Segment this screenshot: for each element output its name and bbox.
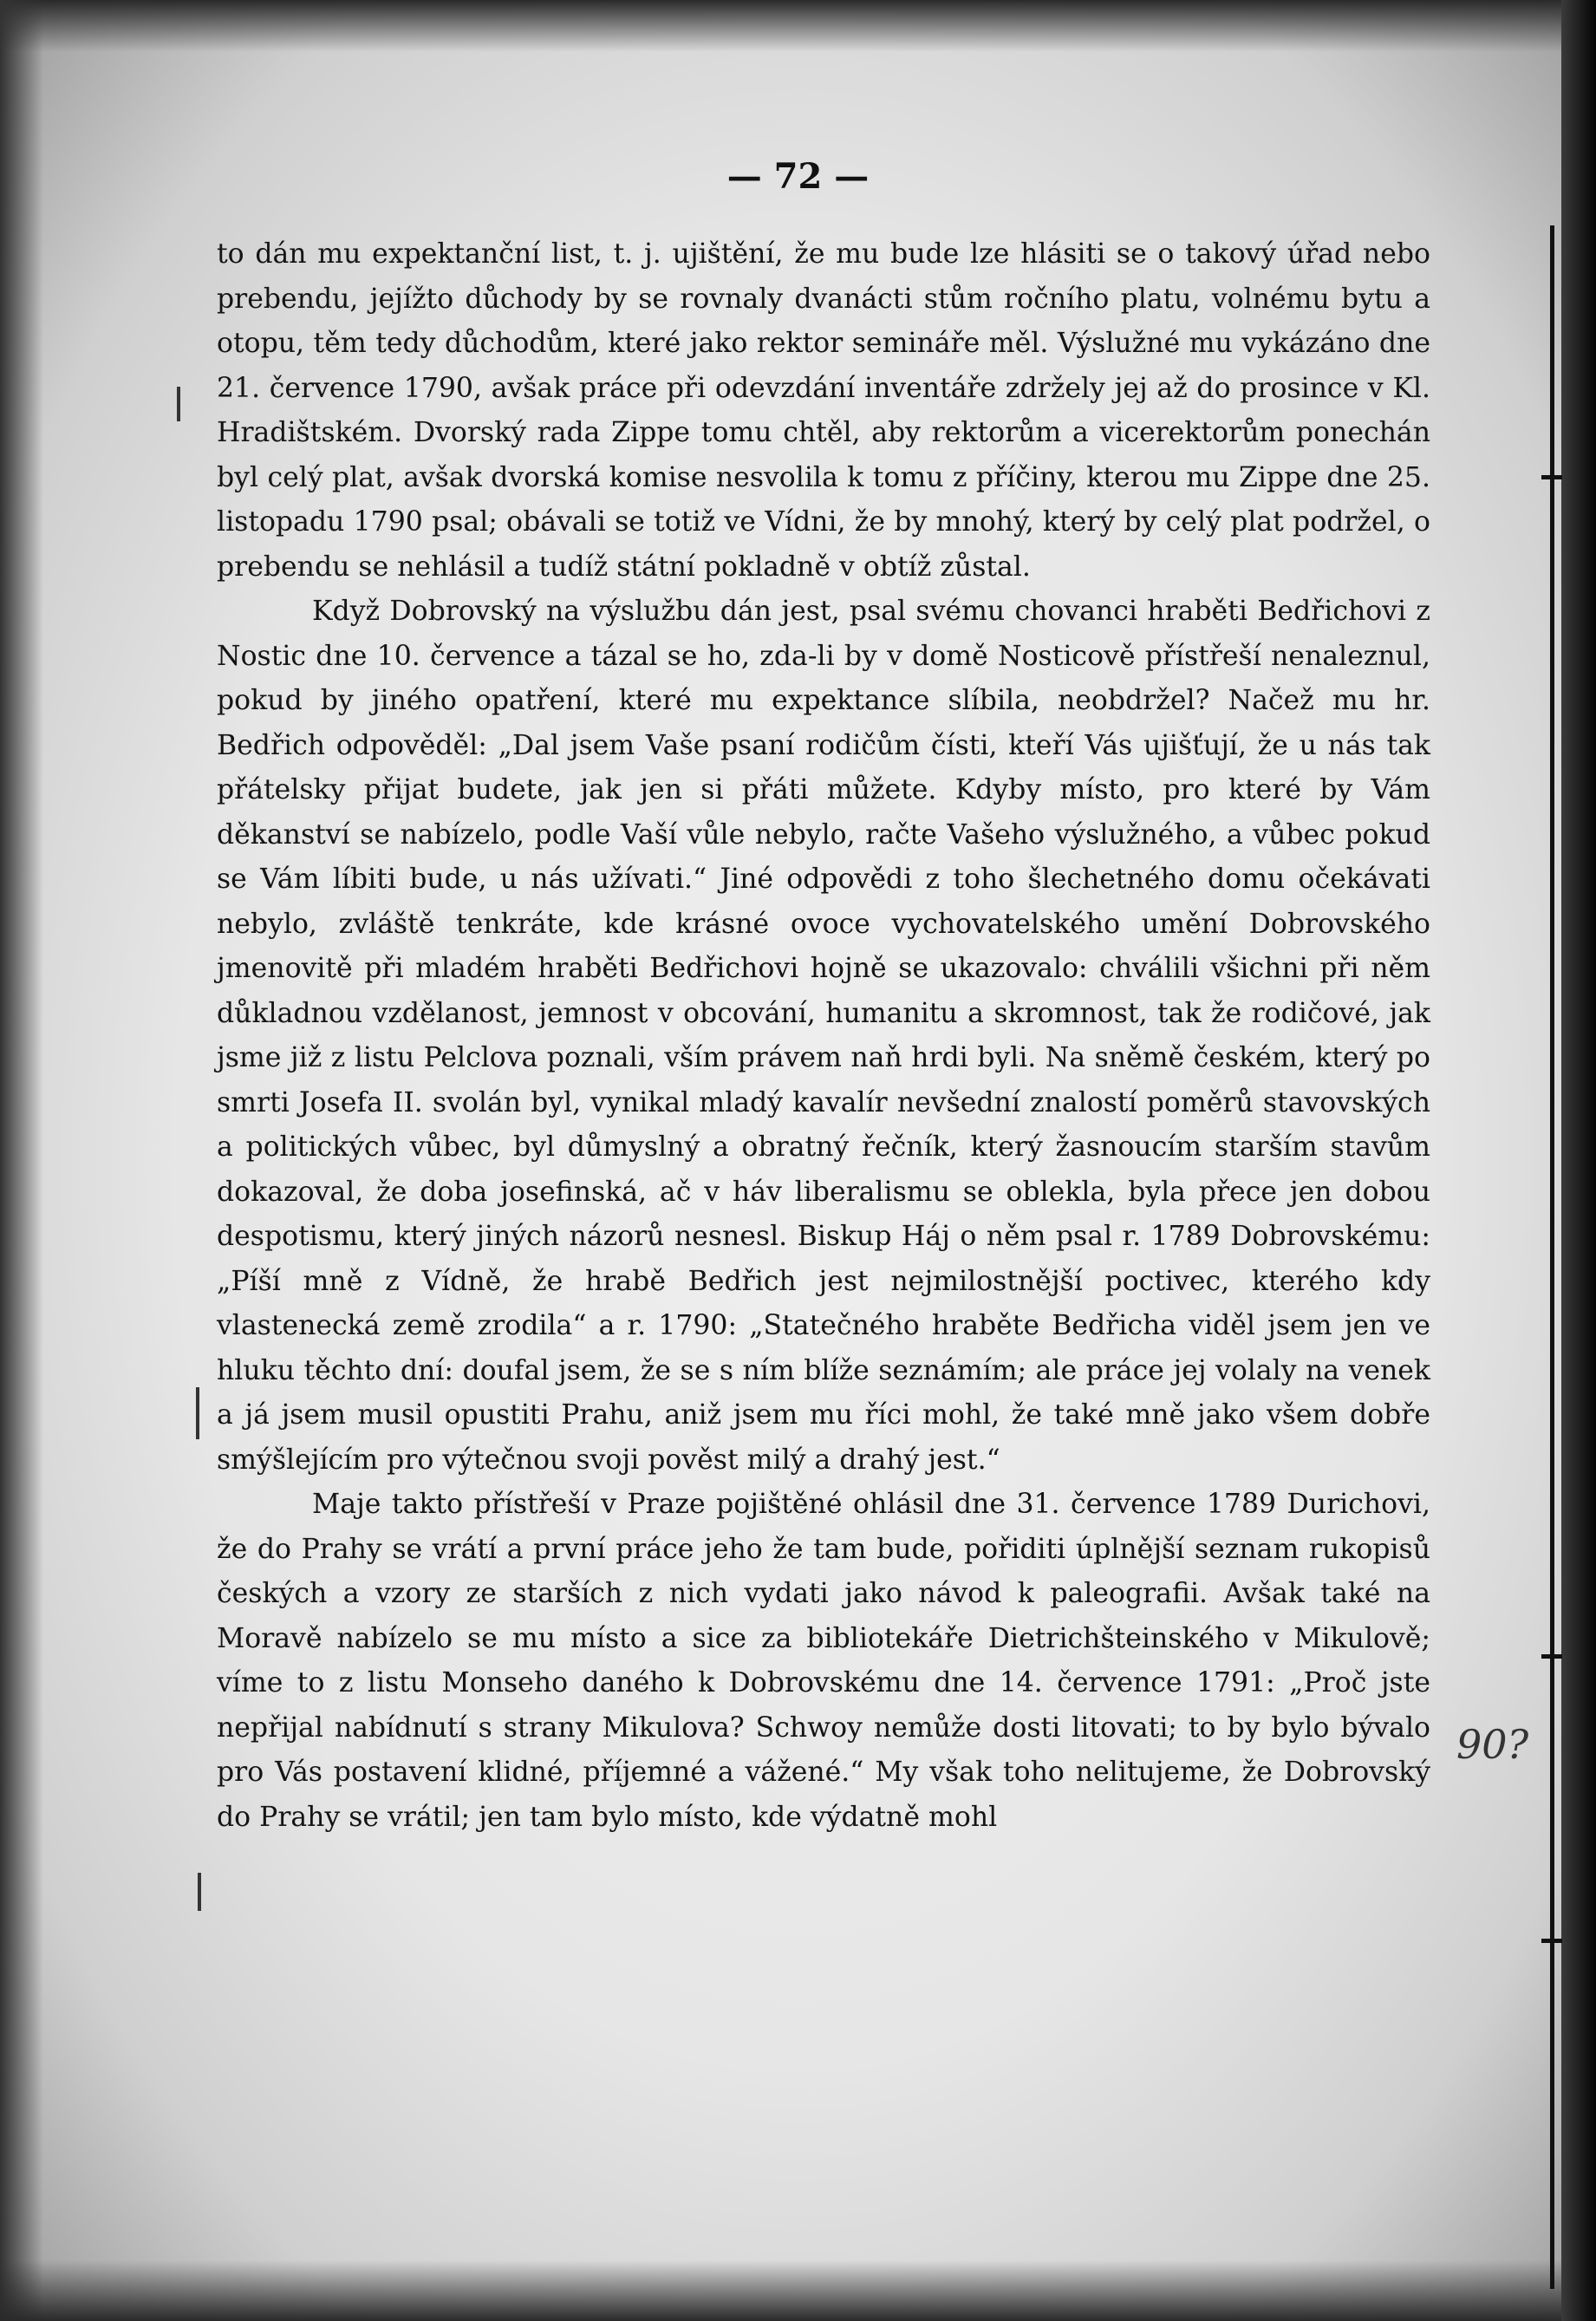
margin-mark bbox=[196, 1387, 199, 1439]
paragraph: Maje takto přístřeší v Praze pojištěné ohlásil dne 31. července 1789 Durichovi, že do Prahy se vrátí a první práce jeho že tam bude, pořiditi úplnější seznam rukopisů českých a vzory ze starších z nich vydati jako návod k paleografii. Avšak také na Moravě nabízelo se mu místo a sice za bibliotekáře Dietrichšteinského v Mikulově; víme to z listu Monseho daného k Dobrovskému dne 14. července 1791: „Proč jste nepřijal nabídnutí s strany Mikulova? Schwoy nemůže dosti litovati; to by bylo bývalo pro Vás postavení klidné, příjemné a vážené.“ My však toho nelitujeme, že Dobrovský do Prahy se vrátil; jen tam bylo místo, kde výdatně mohl bbox=[217, 1489, 1430, 1833]
page-number: — 72 — bbox=[726, 156, 870, 197]
scan-shadow-left bbox=[0, 0, 43, 2321]
paragraph: Když Dobrovský na výslužbu dán jest, psal svému chovanci hraběti Bedřichovi z Nostic dne 10. července a tázal se ho, zda-li by v domě Nosticově přístřeší nenaleznul, pokud by jiného opatření, které mu expektance slíbila, neobdržel? Načež mu hr. Bedřich odpověděl: „Dal jsem Vaše psaní rodičům čísti, kteří Vás ujišťují, že u nás tak přátelsky přijat budete, jak jen si přáti můžete. Kdyby místo, pro které by Vám děkanství se nabízelo, podle Vaší vůle nebylo, račte Vašeho výslužného, a vůbec pokud se Vám líbiti bude, u nás užívati.“ Jiné odpovědi z toho šlechetného domu očekávati nebylo, zvláště tenkráte, kde krásné ovoce vychovatelského umění Dobrovského jmenovitě při mladém hraběti Bedřichovi hojně se ukazovalo: chválili všichni při něm důkladnou vzdělanost, jemnost v obcování, humanitu a skromnost, tak že rodičové, jak jsme již z listu Pelclova poznali, vším právem naň hrdi byli. Na sněmě českém, který po smrti Josefa II. svolán byl, vynikal mladý kavalír nevšední znalostí poměrů stavovských a politických vůbec, byl důmyslný a obratný řečník, který žasnoucím starším stavům dokazoval, že doba josefinská, ač v háv liberalismu se oblekla, byla přece jen dobou despotismu, který jiných názorů nesnesl. Biskup Háj o něm psal r. 1789 Dobrovskému: „Píší mně z Vídně, že hrabě Bedřich jest nejmilostnější poctivec, kterého kdy vlastenecká země zrodila“ a r. 1790: „Statečného hraběte Bedřicha viděl jsem jen ve hluku těchto dní: doufal jsem, že se s ním blíže seznámím; ale práce jej volaly na venek a já jsem musil opustiti Prahu, aniž jsem mu říci mohl, že také mně jako všem dobře smýšlejícím pro výtečnou svoji pověst milý a drahý jest.“ bbox=[217, 596, 1430, 1476]
scan-shadow-bottom bbox=[0, 2260, 1596, 2321]
margin-mark bbox=[198, 1873, 201, 1911]
binding-tick bbox=[1541, 475, 1562, 479]
margin-mark bbox=[177, 387, 180, 421]
binding-rule bbox=[1550, 225, 1554, 2289]
binding-tick bbox=[1541, 1654, 1562, 1659]
handwritten-margin-note: 90? bbox=[1456, 1721, 1529, 1768]
scan-shadow-top bbox=[0, 0, 1596, 52]
binding-tick bbox=[1541, 1939, 1562, 1943]
scan-shadow-right bbox=[1561, 0, 1596, 2321]
paragraph: to dán mu expektanční list, t. j. ujištění, že mu bude lze hlásiti se o takový úřad nebo prebendu, jejížto důchody by se rovnaly dvanácti stům ročního platu, volnému bytu a otopu, těm tedy důchodům, které jako rektor semináře měl. Výslužné mu vykázáno dne 21. července 1790, avšak práce při odevzdání inventáře zdržely jej až do prosince v Kl. Hradištském. Dvorský rada Zippe tomu chtěl, aby rektorům a vicerektorům ponechán byl celý plat, avšak dvorská komise nesvolila k tomu z příčiny, kterou mu Zippe dne 25. listopadu 1790 psal; obávali se totiž ve Vídni, že by mnohý, který by celý plat podržel, o prebendu se nehlásil a tudíž státní pokladně v obtíž zůstal. bbox=[217, 238, 1430, 583]
body-text bbox=[217, 232, 1430, 1840]
